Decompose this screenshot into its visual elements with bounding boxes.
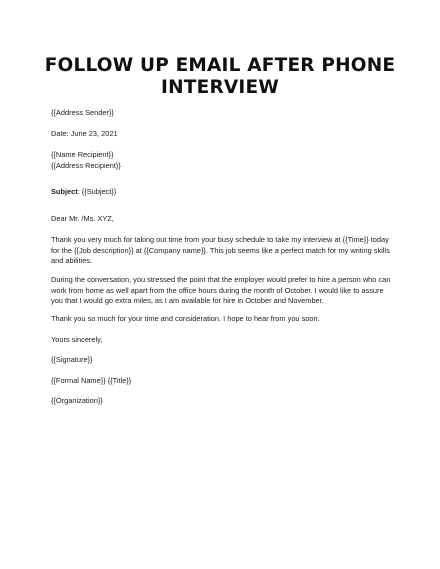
paragraph-2 (51, 275, 403, 307)
paragraph-1-line: for the {{Job description}} at {{Company name}}. This job seems like a perfect match for my writing skills (51, 245, 390, 255)
formal-name-title: {{Formal Name}} {{Title}} (51, 376, 132, 385)
paragraph-2-line: you that I would go extra miles, as I am available for hire in October and November. (51, 296, 324, 306)
paragraph-1 (51, 235, 403, 267)
paragraph-2-line: During the conversation, you stressed the point that the employer would prefer to hire a person who can (51, 275, 391, 284)
name-recipient: {{Name Recipient}} (51, 150, 114, 159)
paragraph-1-line: Thank you very much for taking out time from your busy schedule to take my interview at {{Time}} today (51, 235, 389, 244)
paragraph-1-line: and abilities. (51, 256, 93, 266)
subject-value: : {{Subject}} (77, 187, 117, 196)
closing: Yours sincerely, (51, 335, 103, 344)
title-line-2: INTERVIEW (161, 77, 279, 98)
paragraph-2-line: work from home as well apart from the office hours during the month of October. I would like to assure (51, 285, 384, 295)
salutation: Dear Mr. /Ms. XYZ, (51, 214, 114, 223)
document-title (0, 55, 440, 99)
subject-line (51, 187, 116, 197)
organization: {{Organization}} (51, 396, 103, 405)
subject-label: Subject (51, 187, 78, 196)
address-recipient: {{Address Recipient}} (51, 161, 121, 170)
title-line-1: FOLLOW UP EMAIL AFTER PHONE (44, 55, 396, 76)
letter-date: Date: June 23, 2021 (51, 129, 118, 138)
address-sender: {{Address Sender}} (51, 108, 114, 117)
signature: {{Signature}} (51, 355, 93, 364)
paragraph-3: Thank you so much for your time and consideration. I hope to hear from you soon. (51, 314, 320, 323)
